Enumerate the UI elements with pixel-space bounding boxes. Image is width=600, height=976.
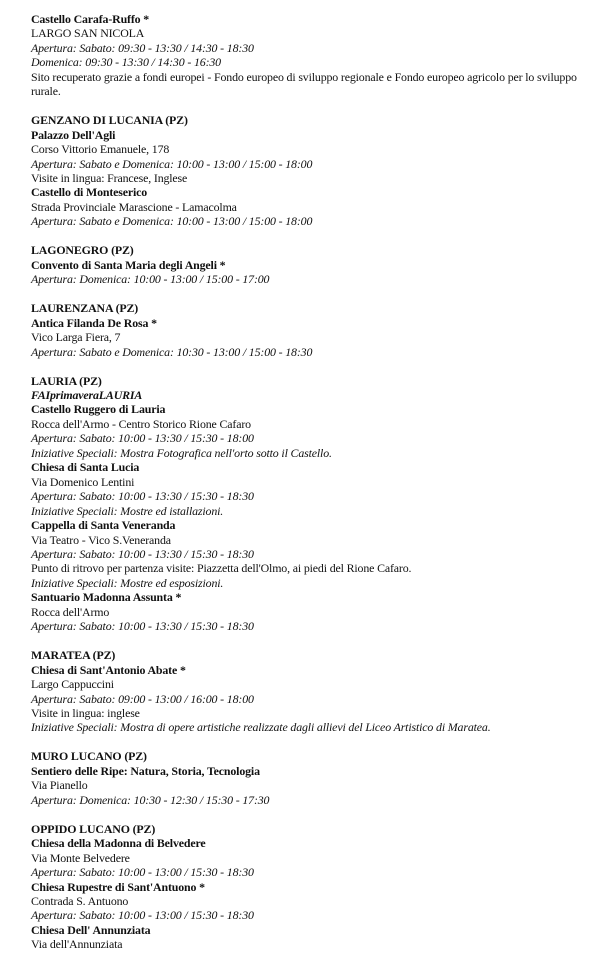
text-line: Via dell'Annunziata [31,937,123,952]
opening-hours-line: Apertura: Domenica: 10:00 - 13:00 / 15:00 - 17:00 [31,272,270,287]
text-line: Rocca dell'Armo [31,604,110,619]
text-line: Via Monte Belvedere [31,850,130,865]
city-heading: GENZANO DI LUCANIA (PZ) [31,113,188,128]
opening-hours-line: Apertura: Sabato e Domenica: 10:00 - 13:00 / 15:00 - 18:00 [31,214,313,229]
site-name: Chiesa Dell' Annunziata [31,922,151,937]
text-line: Visite in lingua: inglese [31,705,140,720]
site-name: Chiesa della Madonna di Belvedere [31,836,206,851]
text-line: Via Teatro - Vico S.Veneranda [31,532,171,547]
opening-hours-line: Apertura: Sabato e Domenica: 10:00 - 13:00 / 15:00 - 18:00 [31,156,313,171]
text-line: Rocca dell'Armo - Centro Storico Rione Cafaro [31,416,251,431]
site-name: Castello Carafa-Ruffo * [31,12,150,26]
text-line: Contrada S. Antuono [31,893,129,908]
site-name: Castello di Monteserico [31,185,148,200]
opening-hours-line: Apertura: Sabato e Domenica: 10:30 - 13:00 / 15:00 - 18:30 [31,344,313,359]
text-line: Vico Larga Fiera, 7 [31,330,121,345]
site-name: Palazzo Dell'Agli [31,127,116,142]
opening-hours-line: Domenica: 09:30 - 13:30 / 14:30 - 16:30 [31,55,221,70]
text-line: Sito recuperato grazie a fondi europei - Fondo europeo di sviluppo regionale e Fondo europeo agricolo per lo sviluppo rurale. [31,69,577,99]
city-heading: MARATEA (PZ) [31,648,116,663]
text-line: Corso Vittorio Emanuele, 178 [31,142,170,157]
site-name: Antica Filanda De Rosa * [31,315,157,330]
opening-hours-line: Apertura: Sabato: 10:00 - 13:00 / 15:30 - 18:30 [31,908,254,923]
city-section [31,301,591,359]
text-line: Largo Cappuccini [31,677,114,692]
opening-hours-line: Apertura: Sabato: 10:00 - 13:00 / 15:30 - 18:30 [31,865,254,880]
special-initiatives-line: Iniziative Speciali: Mostra di opere artistiche realizzate dagli allievi del Liceo Artistico di Maratea. [31,720,491,735]
site-name: Castello Ruggero di Lauria [31,402,166,417]
city-section [31,113,591,229]
city-heading: LAURIA (PZ) [31,373,102,388]
text-line: Punto di ritrovo per partenza visite: Piazzetta dell'Olmo, ai piedi del Rione Cafaro. [31,561,412,576]
site-name: Santuario Madonna Assunta * [31,590,182,605]
opening-hours-line: Apertura: Sabato: 10:00 - 13:30 / 15:30 - 18:30 [31,619,254,634]
site-name: Chiesa Rupestre di Sant'Antuono * [31,879,205,894]
opening-hours-line: Apertura: Domenica: 10:30 - 12:30 / 15:30 - 17:30 [31,792,270,807]
special-initiatives-line: Iniziative Speciali: Mostre ed istallazioni. [31,503,224,518]
opening-hours-line: Apertura: Sabato: 09:30 - 13:30 / 14:30 - 18:30 [31,40,254,55]
city-heading: OPPIDO LUCANO (PZ) [31,821,156,836]
site-name: Sentiero delle Ripe: Natura, Storia, Tecnologia [31,763,260,778]
city-heading: MURO LUCANO (PZ) [31,749,147,764]
city-heading: LAGONEGRO (PZ) [31,243,134,258]
city-section [31,822,591,952]
city-section [31,749,591,807]
text-line: Via Pianello [31,778,88,793]
city-section [31,12,591,99]
city-section [31,374,591,634]
site-name: Convento di Santa Maria degli Angeli * [31,257,226,272]
opening-hours-line: Apertura: Sabato: 10:00 - 13:30 / 15:30 - 18:30 [31,489,254,504]
city-section [31,648,591,735]
text-line: Via Domenico Lentini [31,474,135,489]
opening-hours-line: Apertura: Sabato: 09:00 - 13:00 / 16:00 - 18:00 [31,691,254,706]
document-page [31,12,591,966]
hashtag-label: FAIprimaveraLAURIA [31,387,143,402]
text-line: LARGO SAN NICOLA [31,26,145,41]
text-line: Strada Provinciale Marascione - Lamacolma [31,199,237,214]
site-name: Chiesa di Santa Lucia [31,460,140,475]
opening-hours-line: Apertura: Sabato: 10:00 - 13:30 / 15:30 - 18:30 [31,546,254,561]
site-name: Chiesa di Sant'Antonio Abate * [31,662,186,677]
opening-hours-line: Apertura: Sabato: 10:00 - 13:30 / 15:30 - 18:00 [31,431,254,446]
city-heading: LAURENZANA (PZ) [31,301,139,316]
text-line: Visite in lingua: Francese, Inglese [31,171,188,186]
city-section [31,243,591,286]
special-initiatives-line: Iniziative Speciali: Mostra Fotografica nell'orto sotto il Castello. [31,445,332,460]
special-initiatives-line: Iniziative Speciali: Mostre ed esposizioni. [31,575,224,590]
site-name: Cappella di Santa Veneranda [31,518,176,533]
